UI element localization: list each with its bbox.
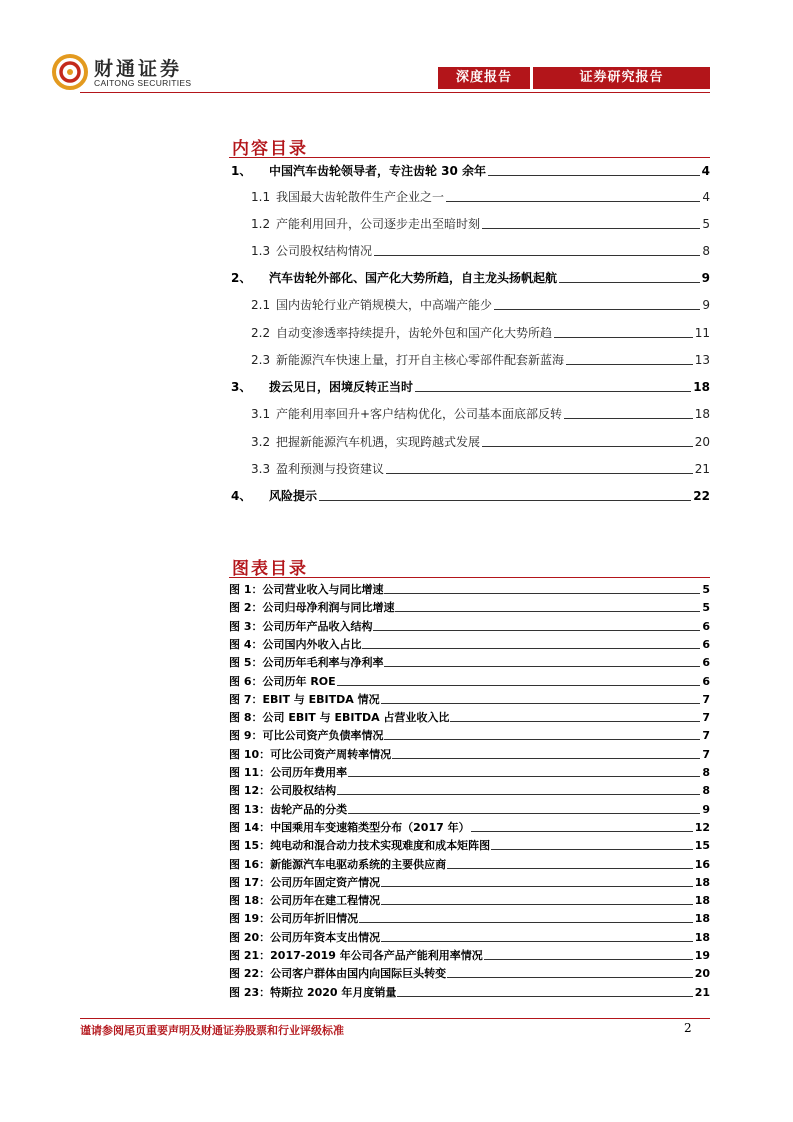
figure-title: 图 20：公司历年资本支出情况 <box>229 930 381 944</box>
figure-page: 12 <box>694 820 710 834</box>
figure-title: 图 15：纯电动和混合动力技术实现难度和成本矩阵图 <box>229 839 491 853</box>
figure-page: 6 <box>702 637 710 651</box>
figure-leader-line <box>362 648 700 649</box>
figure-leader-line <box>381 904 693 905</box>
figure-title: 图 11：公司历年费用率 <box>229 766 348 779</box>
toc-leader-line <box>494 309 700 310</box>
toc-leader-line <box>482 446 693 447</box>
toc-item-page: 5 <box>702 217 710 231</box>
toc-item-number: 2.1 <box>251 298 271 312</box>
toc-item-title: 产能利用率回升+客户结构优化，公司基本面底部反转 <box>276 407 563 421</box>
figure-leader-line <box>397 996 692 997</box>
figure-list-link[interactable] <box>229 638 710 652</box>
figure-list-link[interactable] <box>229 693 710 707</box>
figure-page: 6 <box>702 674 710 688</box>
figure-list-link[interactable] <box>229 894 710 908</box>
toc-item-page: 9 <box>702 298 710 312</box>
figure-list-link[interactable] <box>229 949 710 963</box>
page-number: 2 <box>684 1021 692 1035</box>
toc-item-page: 4 <box>701 164 710 178</box>
figure-title: 图 18：公司历年在建工程情况 <box>229 894 381 908</box>
toc-leader-line <box>566 364 693 365</box>
toc-section-link[interactable] <box>251 189 710 205</box>
figure-leader-line <box>471 831 693 832</box>
toc-item-number: 1、 <box>231 164 252 178</box>
figure-list-link[interactable] <box>229 766 710 780</box>
toc-item-number: 3.2 <box>251 435 271 449</box>
toc-chapter-link[interactable] <box>229 270 710 286</box>
toc-item-page: 11 <box>694 326 710 340</box>
toc-item-title: 公司股权结构情况 <box>276 244 373 258</box>
figure-leader-line <box>447 977 693 978</box>
toc-item-page: 20 <box>694 435 710 449</box>
toc-leader-line <box>386 473 693 474</box>
figure-leader-line <box>337 685 701 686</box>
figure-list-link[interactable] <box>229 601 710 615</box>
figure-leader-line <box>381 941 693 942</box>
toc-item-number: 3.3 <box>251 462 271 476</box>
figure-page: 5 <box>702 601 710 615</box>
header-tags <box>438 67 710 89</box>
figure-list-title: 图表目录 <box>232 559 308 579</box>
toc-section-link[interactable] <box>251 216 710 232</box>
figure-leader-line <box>395 611 700 612</box>
toc-item-number: 2.2 <box>251 326 271 340</box>
figure-title: 图 8：公司 EBIT 与 EBITDA 占营业收入比 <box>229 711 450 725</box>
figure-page: 5 <box>702 583 710 596</box>
report-category-tag: 证券研究报告 <box>533 67 710 89</box>
figure-title: 图 5：公司历年毛利率与净利率 <box>229 656 384 670</box>
figure-list-link[interactable] <box>229 986 710 1000</box>
figure-leader-line <box>384 739 700 740</box>
toc-section-link[interactable] <box>251 243 710 259</box>
figure-title: 图 3：公司历年产品收入结构 <box>229 619 373 633</box>
figure-leader-line <box>373 630 700 631</box>
figure-leader-line <box>484 959 693 960</box>
toc-section-link[interactable] <box>251 461 710 477</box>
figure-list-link[interactable] <box>229 675 710 689</box>
toc-item-title: 产能利用回升，公司逐步走出至暗时刻 <box>276 217 481 231</box>
toc-chapter-link[interactable] <box>229 379 710 395</box>
toc-item-title: 中国汽车齿轮领导者，专注齿轮 30 余年 <box>269 164 487 178</box>
figure-list-link[interactable] <box>229 803 710 817</box>
figure-title: 图 2：公司归母净利润与同比增速 <box>229 601 395 615</box>
figure-page: 9 <box>702 802 710 816</box>
toc-item-title: 盈利预测与投资建议 <box>276 462 385 476</box>
figure-title: 图 16：新能源汽车电驱动系统的主要供应商 <box>229 857 447 871</box>
toc-item-title: 新能源汽车快速上量，打开自主核心零部件配套新蓝海 <box>276 353 565 367</box>
figure-page: 6 <box>702 619 710 633</box>
figure-page: 8 <box>702 784 710 798</box>
footer-divider <box>80 1018 710 1019</box>
toc-leader-line <box>482 228 700 229</box>
figure-title: 图 14：中国乘用车变速箱类型分布（2017 年） <box>229 820 470 834</box>
figure-title: 图 23：特斯拉 2020 年月度销量 <box>229 985 397 999</box>
figure-page: 7 <box>702 747 710 761</box>
figure-list-link[interactable] <box>229 583 710 597</box>
figure-leader-line <box>348 813 700 814</box>
toc-leader-line <box>564 418 693 419</box>
toc-chapter-link[interactable] <box>229 163 710 179</box>
figure-leader-line <box>337 794 700 795</box>
report-type-tag: 深度报告 <box>438 67 530 89</box>
header-divider <box>80 92 710 93</box>
toc-section-link[interactable] <box>251 297 710 313</box>
figure-list-link[interactable] <box>229 876 710 890</box>
toc-leader-line <box>554 337 693 338</box>
figure-leader-line <box>447 868 693 869</box>
brand-logo-icon <box>50 52 90 92</box>
figure-page: 18 <box>694 930 710 944</box>
figure-list-link[interactable] <box>229 748 710 762</box>
figure-list-link[interactable] <box>229 711 710 725</box>
figure-list-link[interactable] <box>229 620 710 634</box>
figure-page: 7 <box>702 692 710 706</box>
toc-item-title: 把握新能源汽车机遇，实现跨越式发展 <box>276 435 481 449</box>
figure-page: 19 <box>694 949 710 962</box>
figure-title: 图 22：公司客户群体由国内向国际巨头转变 <box>229 967 447 981</box>
brand-name-cn: 财通证券 <box>94 58 183 80</box>
brand-name-en: CAITONG SECURITIES <box>94 78 192 88</box>
figure-page: 18 <box>694 912 710 926</box>
toc-item-page: 8 <box>702 244 710 258</box>
figure-list-link[interactable] <box>229 931 710 945</box>
toc-leader-line <box>488 175 700 176</box>
figure-page: 8 <box>702 766 710 779</box>
toc-section-link[interactable] <box>251 406 710 422</box>
figure-title: 图 12：公司股权结构 <box>229 784 337 798</box>
figure-title: 图 6：公司历年 ROE <box>229 674 336 688</box>
figure-list-link[interactable] <box>229 821 710 835</box>
figure-page: 18 <box>694 894 710 908</box>
toc-leader-line <box>559 282 700 283</box>
figure-title: 图 17：公司历年固定资产情况 <box>229 875 381 889</box>
toc-item-number: 1.3 <box>251 244 271 258</box>
toc-item-page: 9 <box>701 271 710 285</box>
figure-title: 图 10：可比公司资产周转率情况 <box>229 747 392 761</box>
figure-leader-line <box>384 666 700 667</box>
brand-logo <box>50 52 210 92</box>
toc-item-title: 汽车齿轮外部化、国产化大势所趋，自主龙头扬帆起航 <box>269 271 558 285</box>
figure-title: 图 21：2017-2019 年公司各产品产能利用率情况 <box>229 949 483 962</box>
figure-leader-line <box>384 593 700 594</box>
figure-page: 16 <box>694 857 710 871</box>
toc-item-page: 4 <box>702 190 710 204</box>
figure-title: 图 9：可比公司资产负债率情况 <box>229 729 384 743</box>
figure-leader-line <box>381 886 693 887</box>
figure-page: 7 <box>702 711 710 725</box>
figure-list-link[interactable] <box>229 858 710 872</box>
toc-item-number: 3、 <box>231 380 252 394</box>
toc-item-number: 2.3 <box>251 353 271 367</box>
figure-leader-line <box>491 849 693 850</box>
figure-title: 图 7：EBIT 与 EBITDA 情况 <box>229 692 380 706</box>
figure-leader-line <box>450 721 700 722</box>
figure-list-title-underline <box>229 577 710 578</box>
figure-page: 18 <box>694 875 710 889</box>
figure-list-link[interactable] <box>229 839 710 853</box>
toc-title: 内容目录 <box>232 139 308 159</box>
toc-item-number: 1.2 <box>251 217 271 231</box>
figure-page: 7 <box>702 729 710 743</box>
toc-leader-line <box>446 201 700 202</box>
toc-item-page: 18 <box>693 380 710 394</box>
figure-title: 图 13：齿轮产品的分类 <box>229 802 348 816</box>
figure-leader-line <box>392 758 700 759</box>
toc-section-link[interactable] <box>251 434 710 450</box>
toc-item-number: 1.1 <box>251 190 271 204</box>
figure-list-link[interactable] <box>229 656 710 670</box>
toc-item-number: 2、 <box>231 271 252 285</box>
figure-page: 20 <box>694 967 710 981</box>
figure-list-link[interactable] <box>229 729 710 743</box>
toc-item-number: 3.1 <box>251 407 271 421</box>
toc-item-title: 风险提示 <box>269 489 318 503</box>
toc-item-title: 我国最大齿轮散件生产企业之一 <box>276 190 445 204</box>
figure-page: 15 <box>694 839 710 853</box>
toc-item-number: 4、 <box>231 489 252 503</box>
figure-page: 21 <box>694 985 710 999</box>
figure-list-link[interactable] <box>229 912 710 926</box>
toc-leader-line <box>319 500 691 501</box>
figure-leader-line <box>381 703 701 704</box>
figure-page: 6 <box>702 656 710 670</box>
figure-title: 图 4：公司国内外收入占比 <box>229 637 362 651</box>
toc-leader-line <box>374 255 700 256</box>
toc-item-title: 国内齿轮行业产销规模大，中高端产能少 <box>276 298 493 312</box>
toc-item-title: 自动变渗透率持续提升，齿轮外包和国产化大势所趋 <box>276 326 553 340</box>
toc-leader-line <box>415 391 691 392</box>
figure-list-link[interactable] <box>229 967 710 981</box>
toc-section-link[interactable] <box>251 325 710 341</box>
figure-list-link[interactable] <box>229 784 710 798</box>
toc-item-page: 13 <box>694 353 710 367</box>
figure-title: 图 19：公司历年折旧情况 <box>229 912 359 926</box>
figure-title: 图 1：公司营业收入与同比增速 <box>229 583 384 596</box>
figure-leader-line <box>348 776 700 777</box>
toc-item-page: 22 <box>693 489 710 503</box>
footer-disclaimer-link[interactable]: 谨请参阅尾页重要声明及财通证券股票和行业评级标准 <box>80 1024 344 1037</box>
toc-title-underline <box>229 157 710 158</box>
figure-leader-line <box>359 922 693 923</box>
toc-section-link[interactable] <box>251 352 710 368</box>
toc-item-title: 拨云见日，困境反转正当时 <box>269 380 414 394</box>
toc-item-page: 18 <box>694 407 710 421</box>
toc-item-page: 21 <box>694 462 710 476</box>
toc-chapter-link[interactable] <box>229 488 710 504</box>
